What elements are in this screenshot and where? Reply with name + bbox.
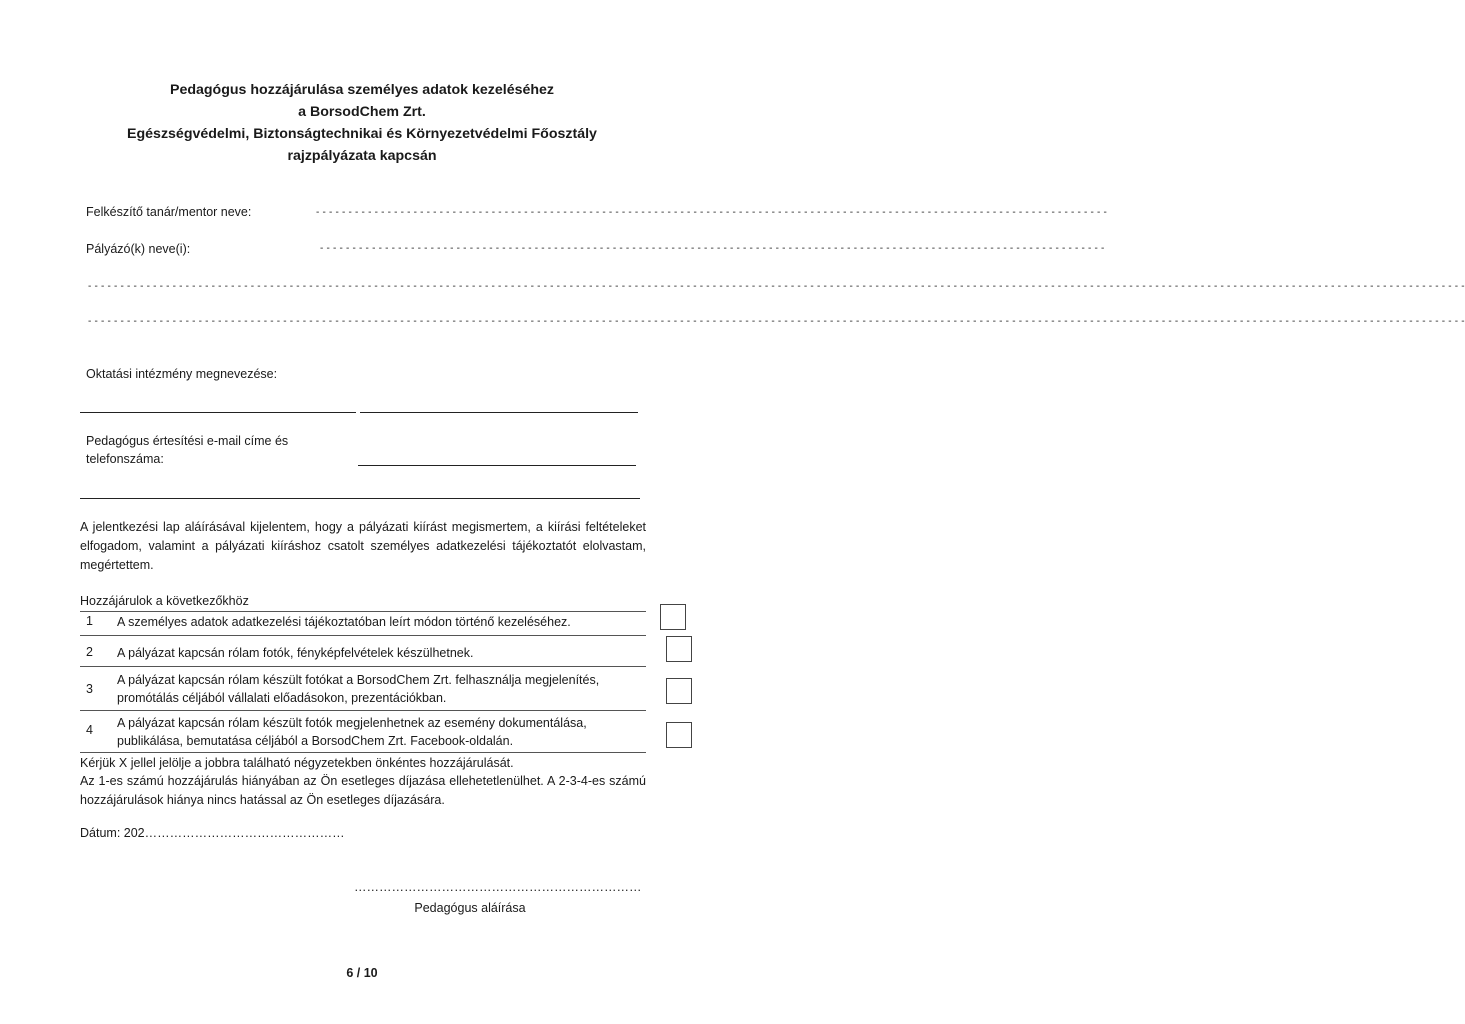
- title-line-4: rajzpályázata kapcsán: [287, 148, 437, 164]
- contact-line-full[interactable]: [80, 498, 640, 499]
- page-number: 6 / 10: [346, 966, 378, 980]
- instruction-text: Kérjük X jellel jelölje a jobbra található négyzetekben önkéntes hozzájárulását.: [80, 756, 514, 770]
- teacher-name-label: Felkészítő tanár/mentor neve:: [86, 205, 252, 219]
- institution-label: Oktatási intézmény megnevezése:: [86, 367, 278, 381]
- consent-row-divider: [80, 710, 646, 711]
- applicant-name-line-3[interactable]: - - - - - - - - - - - - - - - - - - - - - - - - - - - - - - - - - - - - - - - - - - - - - - - - - - - - - - - - - - - - - - - - - - - - - - - - - - - - - - - - - - - - - - - - - - - - - - - - - - - - - - - - - - - - - - - - - - - - - - - - - - - - - - - - - - - - - - - - - - - - - - - - - - - - - - - - - - - - - - - - - - - - - - - - - - - - - - - - - - - - - - - - - - - - - - - - - - - - - - - - - - - - - - - - - - - -: [88, 316, 1465, 327]
- consent-1-checkbox[interactable]: [660, 604, 686, 630]
- consent-4-number: 4: [86, 723, 93, 737]
- consent-4-checkbox[interactable]: [666, 722, 692, 748]
- consent-2-number: 2: [86, 645, 93, 659]
- consent-row-divider: [80, 611, 646, 612]
- consent-row-divider: [80, 666, 646, 667]
- title-line-2: a BorsodChem Zrt.: [298, 104, 426, 120]
- applicant-name-label: Pályázó(k) neve(i):: [86, 242, 191, 256]
- contact-line[interactable]: [358, 465, 636, 466]
- consent-4-text-line-2: publikálása, bemutatása céljából a BorsodChem Zrt. Facebook-oldalán.: [117, 734, 514, 748]
- consent-3-text-line-1: A pályázat kapcsán rólam készült fotókat a BorsodChem Zrt. felhasználja megjelenítés,: [117, 673, 600, 687]
- consent-row-divider: [80, 752, 646, 753]
- signature-line[interactable]: ……………………………………………………………: [354, 880, 642, 894]
- institution-line-left[interactable]: [80, 412, 356, 413]
- consent-3-number: 3: [86, 682, 93, 696]
- consent-3-text-line-2: promótálás céljából vállalati előadásokon, prezentációkban.: [117, 691, 447, 705]
- applicant-name-line-1[interactable]: - - - - - - - - - - - - - - - - - - - - - - - - - - - - - - - - - - - - - - - - - - - - - - - - - - - - - - - - - - - - - - - - - - - - - - - - - - - - - - - - - - - - - - - - - - - - - - - - - - - - - - - - - - - - - - - - - - - - - - - - -: [320, 243, 1105, 254]
- teacher-name-line[interactable]: - - - - - - - - - - - - - - - - - - - - - - - - - - - - - - - - - - - - - - - - - - - - - - - - - - - - - - - - - - - - - - - - - - - - - - - - - - - - - - - - - - - - - - - - - - - - - - - - - - - - - - - - - - - - - - - - - - - - - - - - - -: [316, 207, 1108, 218]
- title-line-1: Pedagógus hozzájárulása személyes adatok kezeléséhez: [169, 82, 555, 98]
- declaration-paragraph: A jelentkezési lap aláírásával kijelentem, hogy a pályázati kiírást megismertem, a kiírási feltételeket elfogadom, valamint a pályázati kiíráshoz csatolt személyes adatkezelési tájékoztatót elolvastam, megértettem.: [80, 520, 646, 572]
- consent-3-checkbox[interactable]: [666, 678, 692, 704]
- signature-label: Pedagógus aláírása: [414, 901, 526, 915]
- contact-label-line-2: telefonszáma:: [86, 452, 164, 466]
- consent-1-text: A személyes adatok adatkezelési tájékoztatóban leírt módon történő kezeléséhez.: [117, 615, 571, 629]
- consent-row-divider: [80, 635, 646, 636]
- institution-line-right[interactable]: [360, 412, 638, 413]
- consent-heading: Hozzájárulok a következőkhöz: [80, 594, 249, 608]
- consent-2-checkbox[interactable]: [666, 636, 692, 662]
- applicant-name-line-2[interactable]: - - - - - - - - - - - - - - - - - - - - - - - - - - - - - - - - - - - - - - - - - - - - - - - - - - - - - - - - - - - - - - - - - - - - - - - - - - - - - - - - - - - - - - - - - - - - - - - - - - - - - - - - - - - - - - - - - - - - - - - - - - - - - - - - - - - - - - - - - - - - - - - - - - - - - - - - - - - - - - - - - - - - - - - - - - - - - - - - - - - - - - - - - - - - - - - - - - - - - - - - - - - - - - - - - - - -: [88, 281, 1465, 292]
- consent-1-number: 1: [86, 614, 93, 628]
- title-line-3: Egészségvédelmi, Biztonságtechnikai és Környezetvédelmi Főosztály: [127, 126, 597, 142]
- consent-4-text-line-1: A pályázat kapcsán rólam készült fotók megjelenhetnek az esemény dokumentálása,: [117, 716, 587, 730]
- note-paragraph: Az 1-es számú hozzájárulás hiányában az Ön esetleges díjazása ellehetetlenülhet. A 2-3-4-es számú hozzájárulások hiánya nincs hatással az Ön esetleges díjazására.: [80, 774, 646, 807]
- date-field[interactable]: Dátum: 202…………………………………………: [80, 826, 345, 840]
- consent-2-text: A pályázat kapcsán rólam fotók, fényképfelvételek készülhetnek.: [117, 646, 474, 660]
- contact-label-line-1: Pedagógus értesítési e-mail címe és: [86, 434, 289, 448]
